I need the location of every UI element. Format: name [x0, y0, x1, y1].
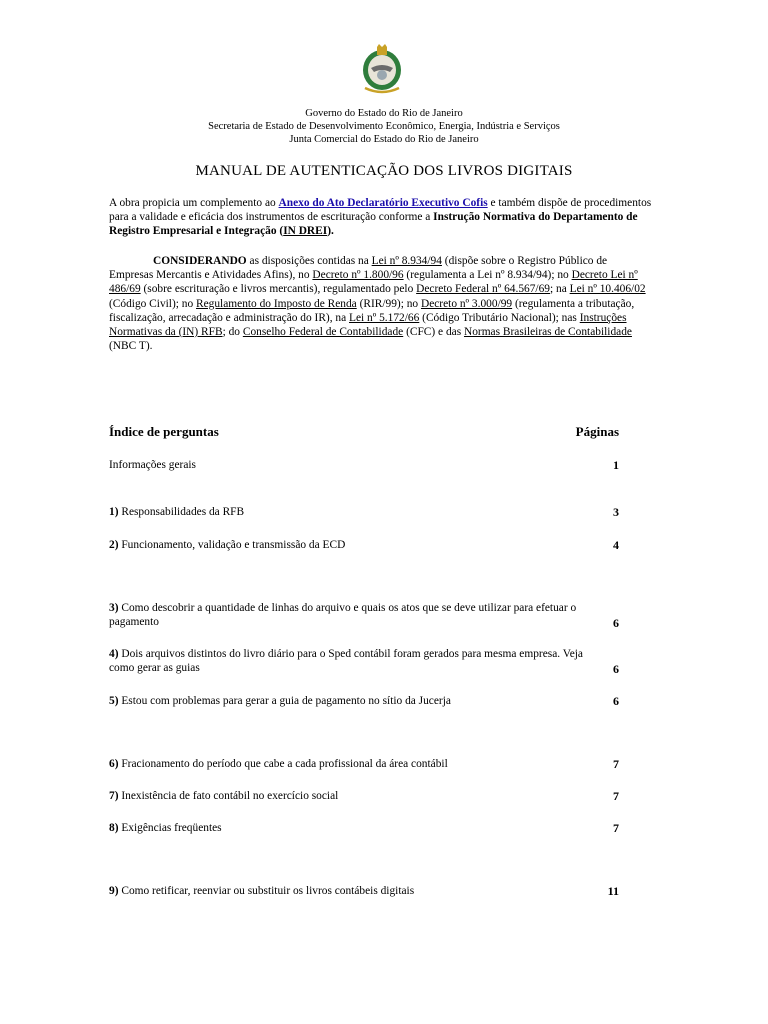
item-page: 3	[613, 505, 619, 519]
pages-heading: Páginas	[575, 424, 619, 439]
item-number: 9)	[109, 885, 119, 897]
anexo-link[interactable]: Anexo do Ato Declaratório Executivo Cofis	[278, 197, 488, 209]
index-item[interactable]	[109, 821, 619, 835]
ref-in-rfb: Instruções Normativas da (IN) RFB	[109, 311, 627, 339]
index-item[interactable]	[109, 647, 619, 675]
item-page: 7	[613, 789, 619, 803]
item-text: Estou com problemas para gerar a guia de pagamento no sítio da Jucerja	[118, 695, 451, 707]
intro-bold-2: ).	[327, 225, 334, 238]
header-secretariat: Secretaria de Estado de Desenvolvimento Econômico, Energia, Indústria e Serviços	[208, 121, 560, 132]
item-text: Responsabilidades da RFB	[118, 506, 245, 518]
item-page: 7	[613, 821, 619, 835]
header-government: Governo do Estado do Rio de Janeiro	[305, 108, 463, 119]
coat-of-arms-icon	[357, 44, 407, 94]
ref-lei-10406: Lei nº 10.406/02	[569, 283, 646, 296]
item-page: 6	[613, 662, 619, 676]
cons-text: (Código Civil); no	[109, 297, 197, 310]
item-text: Como retificar, reenviar ou substituir os livros contábeis digitais	[118, 885, 415, 897]
item-page: 6	[613, 694, 619, 708]
item-number: 4)	[109, 648, 119, 660]
index-heading-row	[109, 424, 619, 440]
document-title: MANUAL DE AUTENTICAÇÃO DOS LIVROS DIGITAIS	[195, 163, 573, 179]
item-page: 7	[613, 757, 619, 771]
item-text: Como descobrir a quantidade de linhas do arquivo e quais os atos que se deve utilizar para efetuar o pagamento	[109, 602, 577, 629]
item-text: Exigências freqüentes	[118, 822, 222, 834]
index-heading: Índice de perguntas	[109, 424, 219, 439]
item-number: 6)	[109, 758, 119, 770]
item-text: Dois arquivos distintos do livro diário para o Sped contábil foram gerados para mesma empresa. Veja como gerar as guias	[109, 648, 583, 675]
cons-text: (dispõe sobre o Registro Público de Empresas Mercantis e Atividades Afins), no	[109, 255, 608, 282]
item-text: Informações gerais	[109, 459, 196, 471]
in-drei-ref: IN DREI	[283, 225, 328, 238]
item-number: 8)	[109, 822, 119, 834]
ref-decreto-lei-486: Decreto Lei nº 486/69	[109, 269, 638, 296]
index-item[interactable]	[109, 757, 619, 771]
index-item[interactable]	[109, 601, 619, 629]
considerando-paragraph	[109, 254, 654, 353]
intro-text-1: A obra propicia um complemento ao	[109, 197, 279, 209]
index-item[interactable]	[109, 505, 619, 519]
cons-text: (Código Tributário Nacional); nas	[419, 311, 580, 324]
header-board: Junta Comercial do Estado do Rio de Janeiro	[289, 134, 479, 145]
item-page: 6	[613, 616, 619, 630]
item-number: 7)	[109, 790, 119, 802]
item-number: 5)	[109, 695, 119, 707]
item-number: 3)	[109, 602, 119, 614]
cons-text: (CFC) e das	[403, 326, 464, 339]
cons-text: (regulamenta a tributação, fiscalização, arrecadação e administração do IR), na	[109, 297, 635, 324]
index-item[interactable]	[109, 538, 619, 552]
ref-decreto-3000: Decreto nº 3.000/99	[420, 297, 513, 310]
cons-text: (NBC T).	[109, 340, 153, 353]
intro-text-2: e também dispõe de procedimentos para a validade e eficácia dos instrumentos de escrituração conforme a	[109, 197, 652, 224]
ref-decreto-1800: Decreto nº 1.800/96	[312, 269, 404, 282]
ref-lei-8934: Lei nº 8.934/94	[371, 255, 442, 267]
cons-text: ; do	[222, 326, 243, 339]
item-text: Fracionamento do período que cabe a cada profissional da área contábil	[118, 758, 448, 770]
item-page: 1	[613, 458, 619, 472]
institution-header	[0, 107, 768, 146]
item-text: Inexistência de fato contábil no exercício social	[118, 790, 339, 802]
item-number: 1)	[109, 506, 119, 518]
ref-decreto-federal-64567: Decreto Federal nº 64.567/69	[416, 283, 550, 296]
cons-text: ; na	[550, 283, 570, 296]
ref-cfc: Conselho Federal de Contabilidade	[242, 326, 404, 339]
item-number: 2)	[109, 539, 119, 551]
intro-bold-1: Instrução Normativa do Departamento de Registro Empresarial e Integração (	[109, 211, 638, 238]
item-page: 4	[613, 538, 619, 552]
index-item[interactable]	[109, 694, 619, 708]
index-item[interactable]	[109, 458, 619, 472]
ref-regulamento-ir: Regulamento do Imposto de Renda	[196, 297, 357, 310]
ref-nbc: Normas Brasileiras de Contabilidade	[463, 326, 632, 339]
item-page: 11	[607, 884, 619, 898]
item-text: Funcionamento, validação e transmissão da ECD	[118, 539, 346, 551]
cons-text: (regulamenta a Lei nº 8.934/94); no	[403, 269, 572, 282]
cons-text: (RIR/99); no	[356, 297, 421, 310]
considerando-lead: CONSIDERANDO	[153, 255, 247, 267]
ref-lei-5172: Lei nº 5.172/66	[349, 311, 420, 324]
cons-text: as disposições contidas na	[246, 255, 372, 267]
index-item[interactable]	[109, 884, 619, 898]
index-item[interactable]	[109, 789, 619, 803]
cons-text: (sobre escrituração e livros mercantis), regulamentado pelo	[140, 283, 417, 296]
intro-paragraph	[109, 196, 654, 239]
